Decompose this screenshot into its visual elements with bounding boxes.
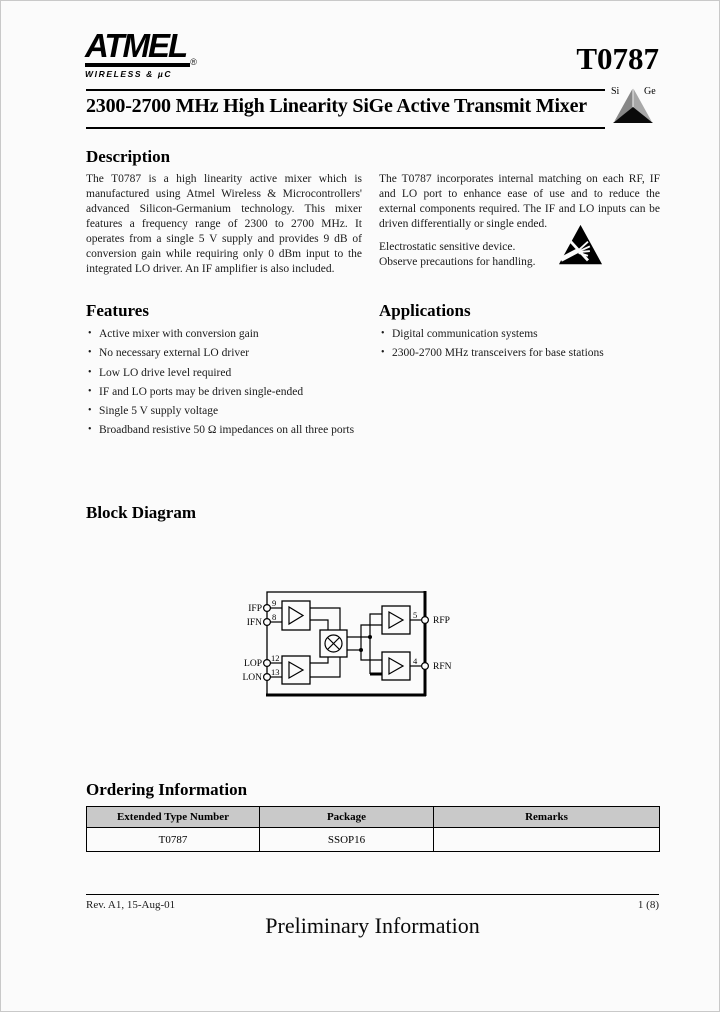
- bullet-icon: •: [88, 328, 92, 339]
- features-heading: Features: [86, 301, 149, 320]
- lo-driver-icon: [289, 662, 303, 678]
- port-label-ifn: IFN: [246, 618, 262, 628]
- table-cell: [434, 828, 660, 852]
- bullet-item: [88, 424, 378, 437]
- bullet-icon: •: [88, 385, 92, 397]
- bullet-item: [381, 347, 666, 360]
- esd-warning-icon: [557, 223, 604, 272]
- rf-amplifier-bottom-icon: [389, 658, 403, 674]
- sige-logo-icon: [605, 81, 661, 129]
- applications-list: [381, 328, 666, 367]
- rf-amplifier-bottom-box: [382, 652, 410, 680]
- registered-trademark-icon: ®: [190, 57, 197, 67]
- atmel-logo: [85, 29, 197, 79]
- footer-status: Preliminary Information: [265, 913, 480, 938]
- bullet-label: Single 5 V supply voltage: [99, 405, 219, 418]
- ordering-body: [87, 828, 660, 852]
- bullet-icon: •: [381, 328, 385, 339]
- pin-rfn: [422, 663, 429, 670]
- port-label-lon: LON: [242, 673, 262, 683]
- bullet-icon: •: [88, 347, 92, 359]
- esd-notice-line2: Observe precautions for handling.: [379, 256, 536, 268]
- lo-driver-box: [282, 656, 310, 684]
- table-cell: T0787: [87, 828, 260, 852]
- if-amplifier-box: [282, 601, 310, 630]
- bullet-label: Digital communication systems: [392, 328, 538, 340]
- sige-pyramid-icon: [605, 81, 661, 129]
- bullet-label: No necessary external LO driver: [99, 347, 250, 360]
- if-amplifier-icon: [289, 607, 303, 624]
- esd-notice: [379, 240, 535, 270]
- bullet-label: 2300-2700 MHz transceivers for base stations: [392, 347, 604, 360]
- rf-amplifier-top-icon: [389, 612, 403, 628]
- bullet-item: [88, 347, 378, 360]
- bullet-item: [88, 328, 378, 341]
- atmel-logo-tagline: WIRELESS & µC: [85, 69, 173, 79]
- pin-number-8: 8: [272, 612, 277, 622]
- ordering-header-row: [87, 807, 660, 828]
- part-number: T0787: [576, 41, 659, 76]
- bullet-label: IF and LO ports may be driven single-ended: [99, 385, 304, 398]
- sige-ge-label: Ge: [644, 86, 656, 97]
- pin-number-4: 4: [413, 656, 418, 666]
- ordering-col-header: Package: [260, 807, 434, 828]
- pin-ifn: [264, 619, 271, 626]
- bullet-label: Broadband resistive 50 Ω impedances on all three ports: [99, 424, 355, 437]
- bullet-item: [381, 328, 666, 341]
- bullet-item: [88, 367, 378, 380]
- junction-dot: [359, 648, 363, 652]
- port-label-rfp: RFP: [433, 616, 450, 626]
- pin-number-5: 5: [413, 610, 418, 620]
- bullet-item: [88, 386, 378, 399]
- pin-ifp: [264, 605, 271, 612]
- ordering-table: [86, 806, 660, 852]
- bullet-label: Low LO drive level required: [99, 366, 232, 379]
- pin-number-12: 12: [271, 653, 280, 663]
- sige-si-label: Si: [611, 86, 620, 97]
- title-rule-bottom: [86, 127, 659, 129]
- title-rule-top: [86, 89, 659, 91]
- bullet-icon: •: [381, 347, 385, 359]
- port-label-ifp: IFP: [248, 604, 262, 614]
- ordering-col-header: Remarks: [434, 807, 660, 828]
- port-label-rfn: RFN: [433, 662, 452, 672]
- pin-rfp: [422, 617, 429, 624]
- bullet-icon: •: [88, 405, 92, 417]
- table-row: [87, 828, 660, 852]
- block-diagram-heading: Block Diagram: [86, 503, 197, 522]
- description-heading: Description: [86, 147, 171, 166]
- bullet-icon: •: [88, 366, 92, 378]
- pin-number-9: 9: [272, 598, 277, 608]
- pin-lop: [264, 660, 271, 667]
- description-col2: The T0787 incorporates internal matching on each RF, IF and LO port to enhance ease of use and to reduce the external components required. The IF and LO inputs can be driven differentially or single ended.: [379, 173, 660, 230]
- features-list: [88, 328, 378, 444]
- junction-dot: [368, 635, 372, 639]
- ordering-heading: Ordering Information: [86, 780, 248, 799]
- bullet-item: [88, 405, 378, 418]
- bullet-label: Active mixer with conversion gain: [99, 328, 259, 340]
- pin-lon: [264, 674, 271, 681]
- footer-rule: [86, 894, 659, 895]
- rf-amplifier-top-box: [382, 606, 410, 634]
- pin-number-13: 13: [271, 667, 280, 677]
- description-col1: The T0787 is a high linearity active mixer which is manufactured using Atmel Wireless & Microcontrollers' advanced Silicon-Germanium technology. This mixer features a frequency range of 2300 to 2700 MHz. It operates from a single 5 V supply and provides 9 dB of conversion gain while requiring only 0 dBm input to the integrated LO driver. An IF amplifier is also included.: [86, 173, 362, 275]
- atmel-logo-text: ATMEL: [85, 29, 190, 67]
- applications-heading: Applications: [379, 301, 471, 320]
- bullet-icon: •: [88, 424, 92, 436]
- footer-page-number: 1 (8): [637, 899, 659, 911]
- footer-revision: Rev. A1, 15-Aug-01: [86, 899, 176, 911]
- table-cell: SSOP16: [260, 828, 434, 852]
- port-label-lop: LOP: [244, 659, 262, 669]
- ordering-col-header: Extended Type Number: [87, 807, 260, 828]
- page-title: 2300-2700 MHz High Linearity SiGe Active Transmit Mixer: [86, 95, 587, 117]
- block-diagram: [230, 578, 472, 711]
- esd-notice-line1: Electrostatic sensitive device.: [379, 241, 516, 253]
